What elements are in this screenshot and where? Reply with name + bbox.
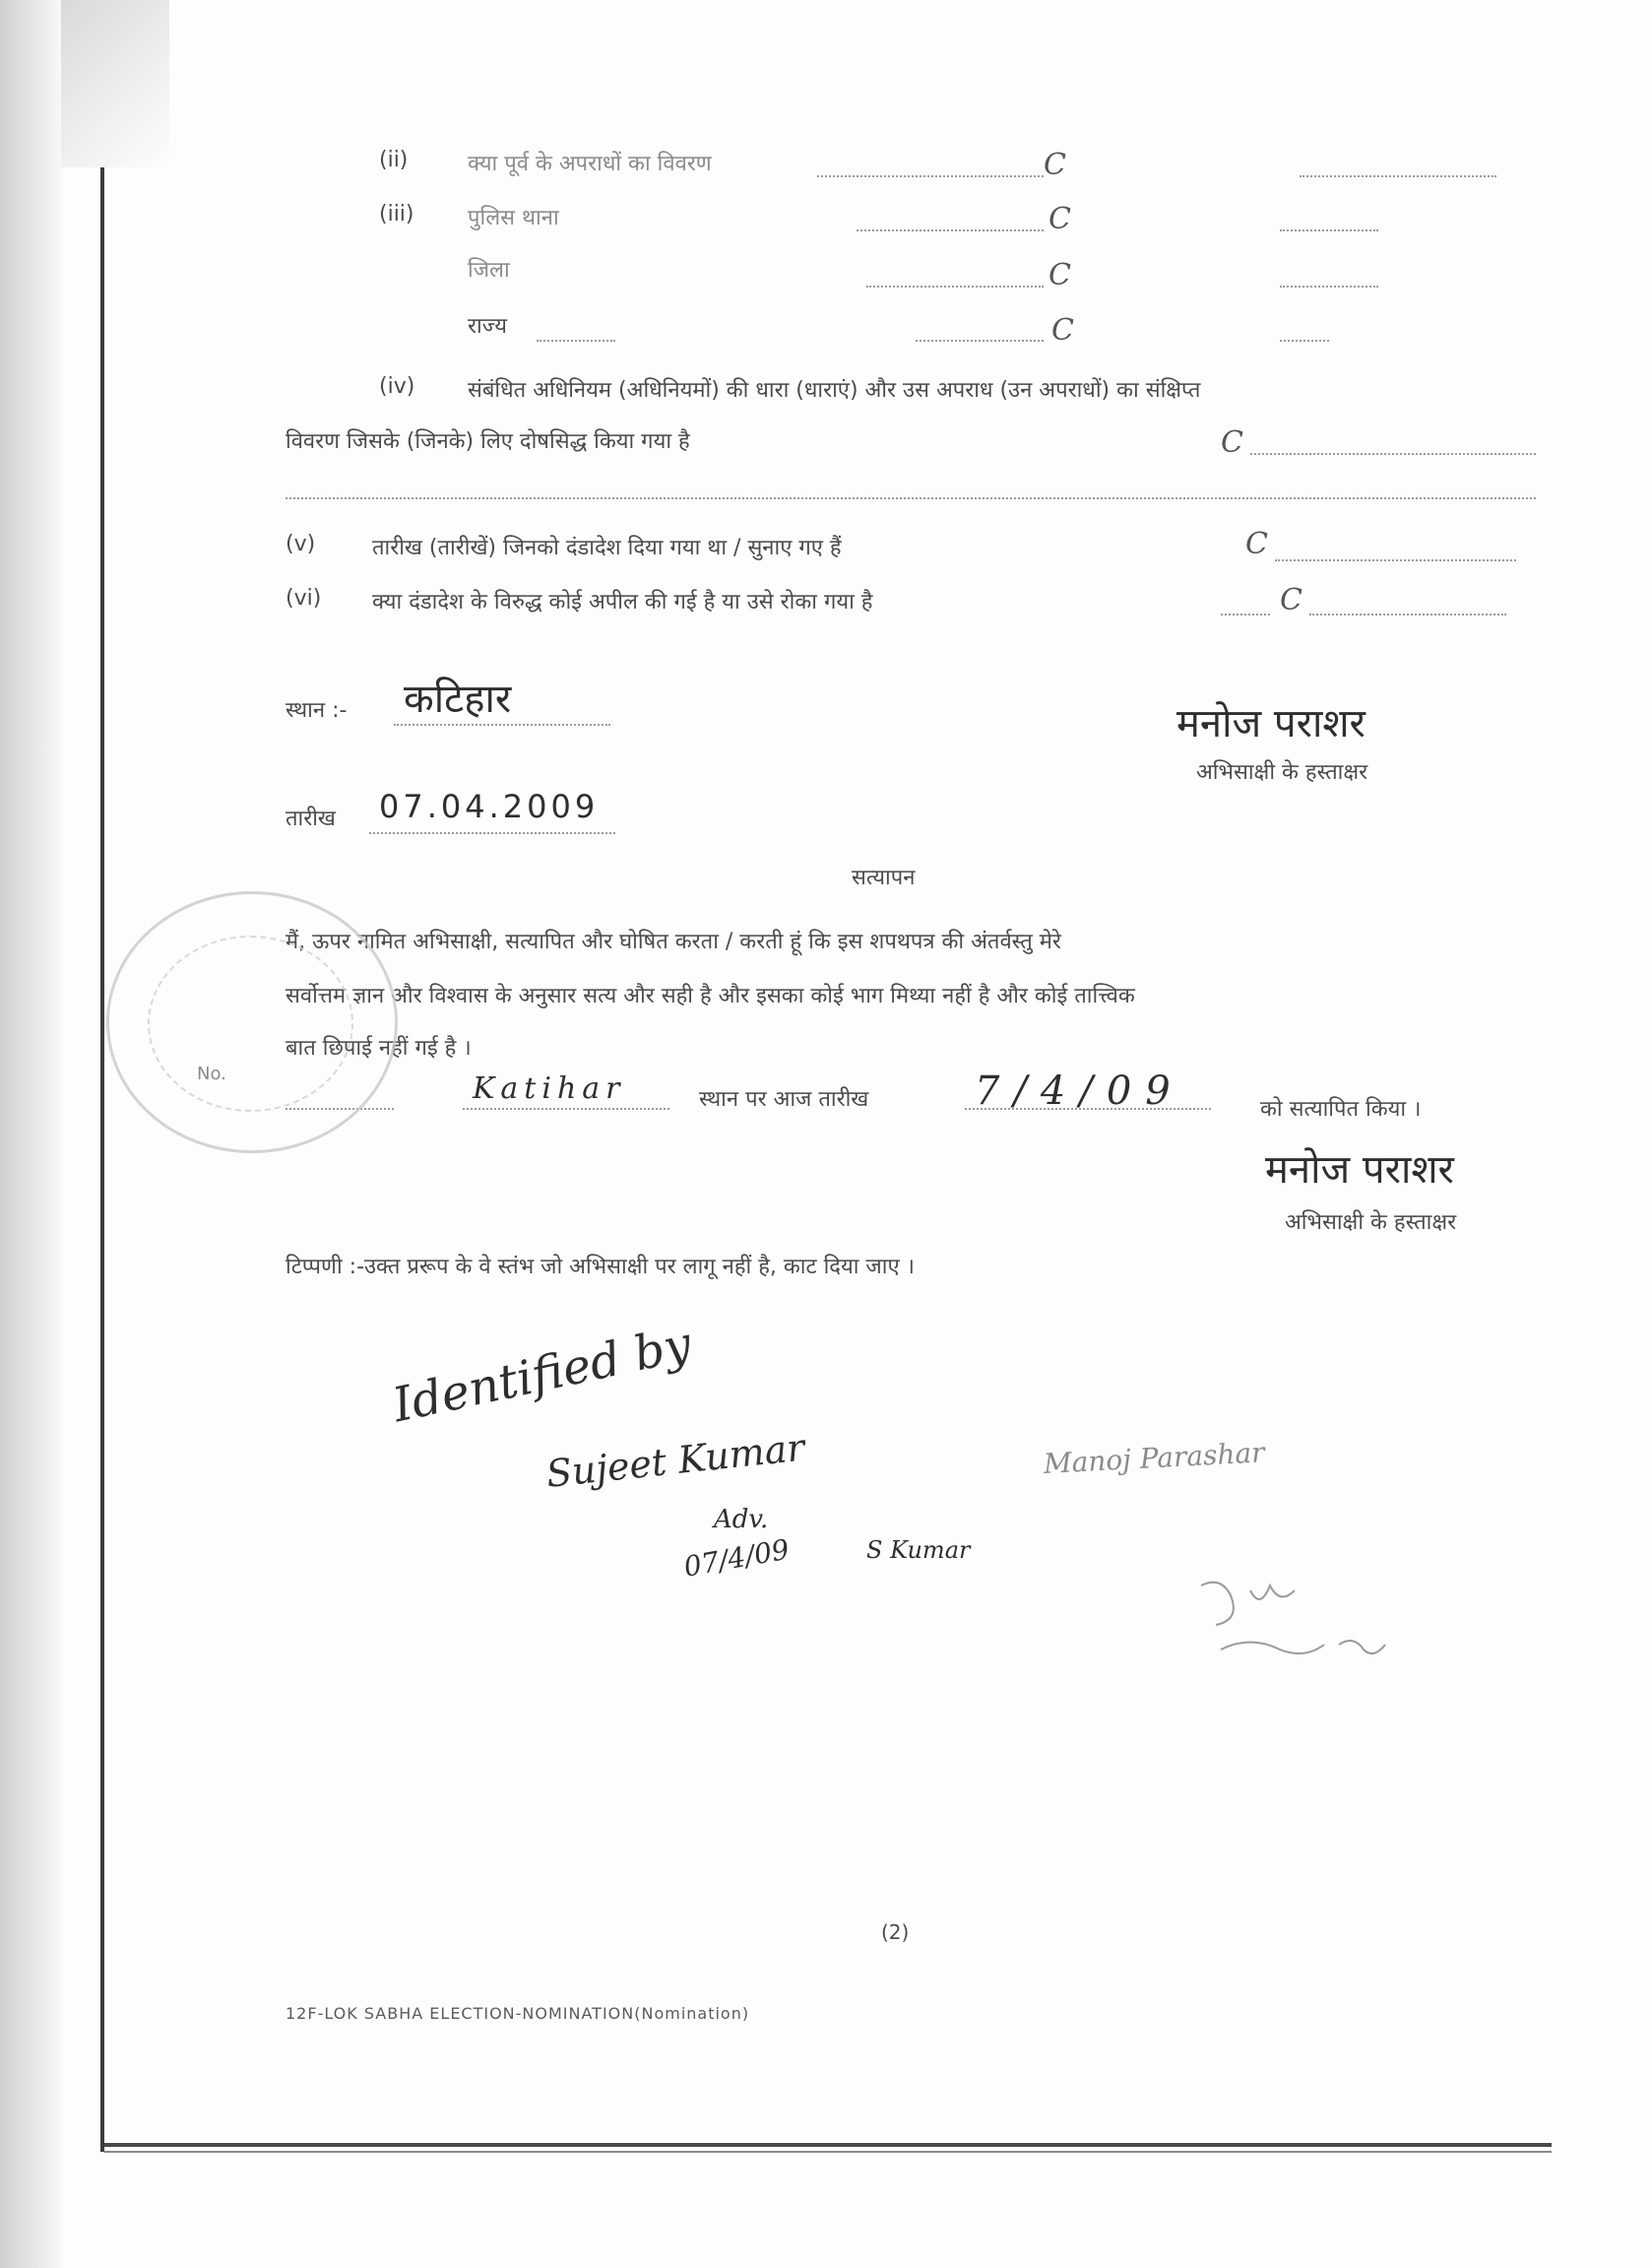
item-ii-mark: C (1044, 148, 1066, 182)
item-ii-number: (ii) (379, 148, 409, 172)
footer-code: 12F-LOK SABHA ELECTION-NOMINATION(Nomination) (286, 2004, 750, 2023)
rajya-dots (916, 340, 1044, 342)
bottom-rule-secondary (104, 2151, 1552, 2153)
notary-stamp-inner-ring (148, 936, 353, 1112)
deponent-signature-2-caption: अभिसाक्षी के हस्ताक्षर (1285, 1210, 1457, 1235)
endorsement-scribble (1162, 1566, 1437, 1684)
item-ii-dots (817, 175, 1044, 177)
item-vi-mark: C (1280, 583, 1303, 617)
item-vi-text: क्या दंडादेश के विरुद्ध कोई अपील की गई है या उसे रोका गया है (372, 590, 873, 615)
item-iv-text-2: विवरण जिसके (जिनके) लिए दोषसिद्ध किया गया है (286, 429, 690, 454)
item-iii-number: (iii) (379, 202, 414, 227)
endorsement-adv: Adv. (714, 1505, 769, 1534)
verification-line-1: मैं, ऊपर नामित अभिसाक्षी, सत्यापित और घोषित करता / करती हूं कि इस शपथपत्र की अंतर्वस्तु मेरे (286, 930, 1061, 954)
left-margin-line (100, 167, 104, 2152)
item-iv-number: (iv) (379, 374, 415, 399)
item-iii-dots (857, 229, 1044, 231)
place-label: स्थान :- (286, 698, 348, 723)
zila-dots-right (1280, 286, 1378, 288)
place-dots (394, 724, 610, 726)
item-ii-dots-right (1300, 175, 1496, 177)
zila-label: जिला (468, 258, 510, 283)
notary-stamp-text: No. (197, 1064, 226, 1084)
item-iv-text-1: संबंधित अधिनियम (अधिनियमों) की धारा (धाराएं) और उस अपराध (उन अपराधों) का संक्षिप्त (468, 378, 1201, 403)
endorsement-sujeet-kumar: Sujeet Kumar (543, 1425, 807, 1496)
zila-dots (866, 286, 1044, 288)
endorsement-manoj-parashar: Manoj Parashar (1043, 1436, 1266, 1480)
item-iii-dots-right (1280, 229, 1378, 231)
scan-shadow-top (61, 0, 169, 167)
deponent-signature-1-caption: अभिसाक्षी के हस्ताक्षर (1196, 760, 1368, 785)
verification-line-2: सर्वोत्तम ज्ञान और विश्वास के अनुसार सत्य और सही है और इसका कोई भाग मिथ्या नहीं है और कोई तात्त्विक (286, 984, 1135, 1008)
item-v-number: (v) (286, 532, 316, 556)
item-v-text: तारीख (तारीखें) जिनको दंडादेश दिया गया था / सुनाए गए हैं (372, 536, 842, 560)
rajya-dots-left (537, 340, 615, 342)
zila-mark: C (1048, 258, 1071, 292)
verification-date-dots (965, 1108, 1211, 1110)
verification-heading: सत्यापन (852, 866, 916, 890)
deponent-signature-2: मनोज पराशर (1265, 1147, 1454, 1193)
item-vi-number: (vi) (286, 586, 322, 611)
page-number: (2) (881, 1920, 910, 1944)
item-vi-dots-left (1221, 614, 1270, 616)
verification-place-text: स्थान पर आज तारीख (699, 1087, 869, 1112)
rajya-dots-right (1280, 340, 1329, 342)
date-label: तारीख (286, 807, 336, 831)
rajya-mark: C (1051, 313, 1074, 348)
date-handwritten: 07.04.2009 (379, 788, 600, 825)
note-text: टिप्पणी :-उक्त प्ररूप के वे स्तंभ जो अभिसाक्षी पर लागू नहीं है, काट दिया जाए । (286, 1255, 915, 1279)
endorsement-date: 07/4/09 (681, 1532, 793, 1584)
item-iii-text: पुलिस थाना (468, 206, 559, 230)
deponent-signature-1: मनोज पराशर (1176, 701, 1366, 746)
rajya-label: राज्य (468, 314, 508, 339)
item-ii-text: क्या पूर्व के अपराधों का विवरण (468, 152, 712, 176)
item-iv-dots (1250, 453, 1536, 455)
item-iv-dots-line (286, 497, 1536, 499)
date-dots (369, 832, 615, 834)
verification-verified-text: को सत्यापित किया । (1260, 1097, 1422, 1122)
verification-place-handwritten: Katihar (473, 1071, 626, 1106)
bottom-rule (104, 2143, 1552, 2147)
item-iv-mark: C (1221, 425, 1243, 460)
scan-shadow (0, 0, 61, 2268)
place-handwritten: कटिहार (404, 677, 512, 722)
endorsement-initial: S Kumar (866, 1536, 971, 1564)
verification-date-handwritten: 7/4/09 (975, 1069, 1184, 1114)
item-v-mark: C (1245, 527, 1268, 561)
endorsement-identified-by: Identified by (388, 1316, 696, 1434)
item-v-dots (1275, 559, 1516, 561)
item-vi-dots (1309, 614, 1506, 616)
verification-place-dots (463, 1108, 669, 1110)
item-iii-mark: C (1048, 202, 1071, 236)
verification-line-3: बात छिपाई नहीं गई है । (286, 1036, 472, 1061)
